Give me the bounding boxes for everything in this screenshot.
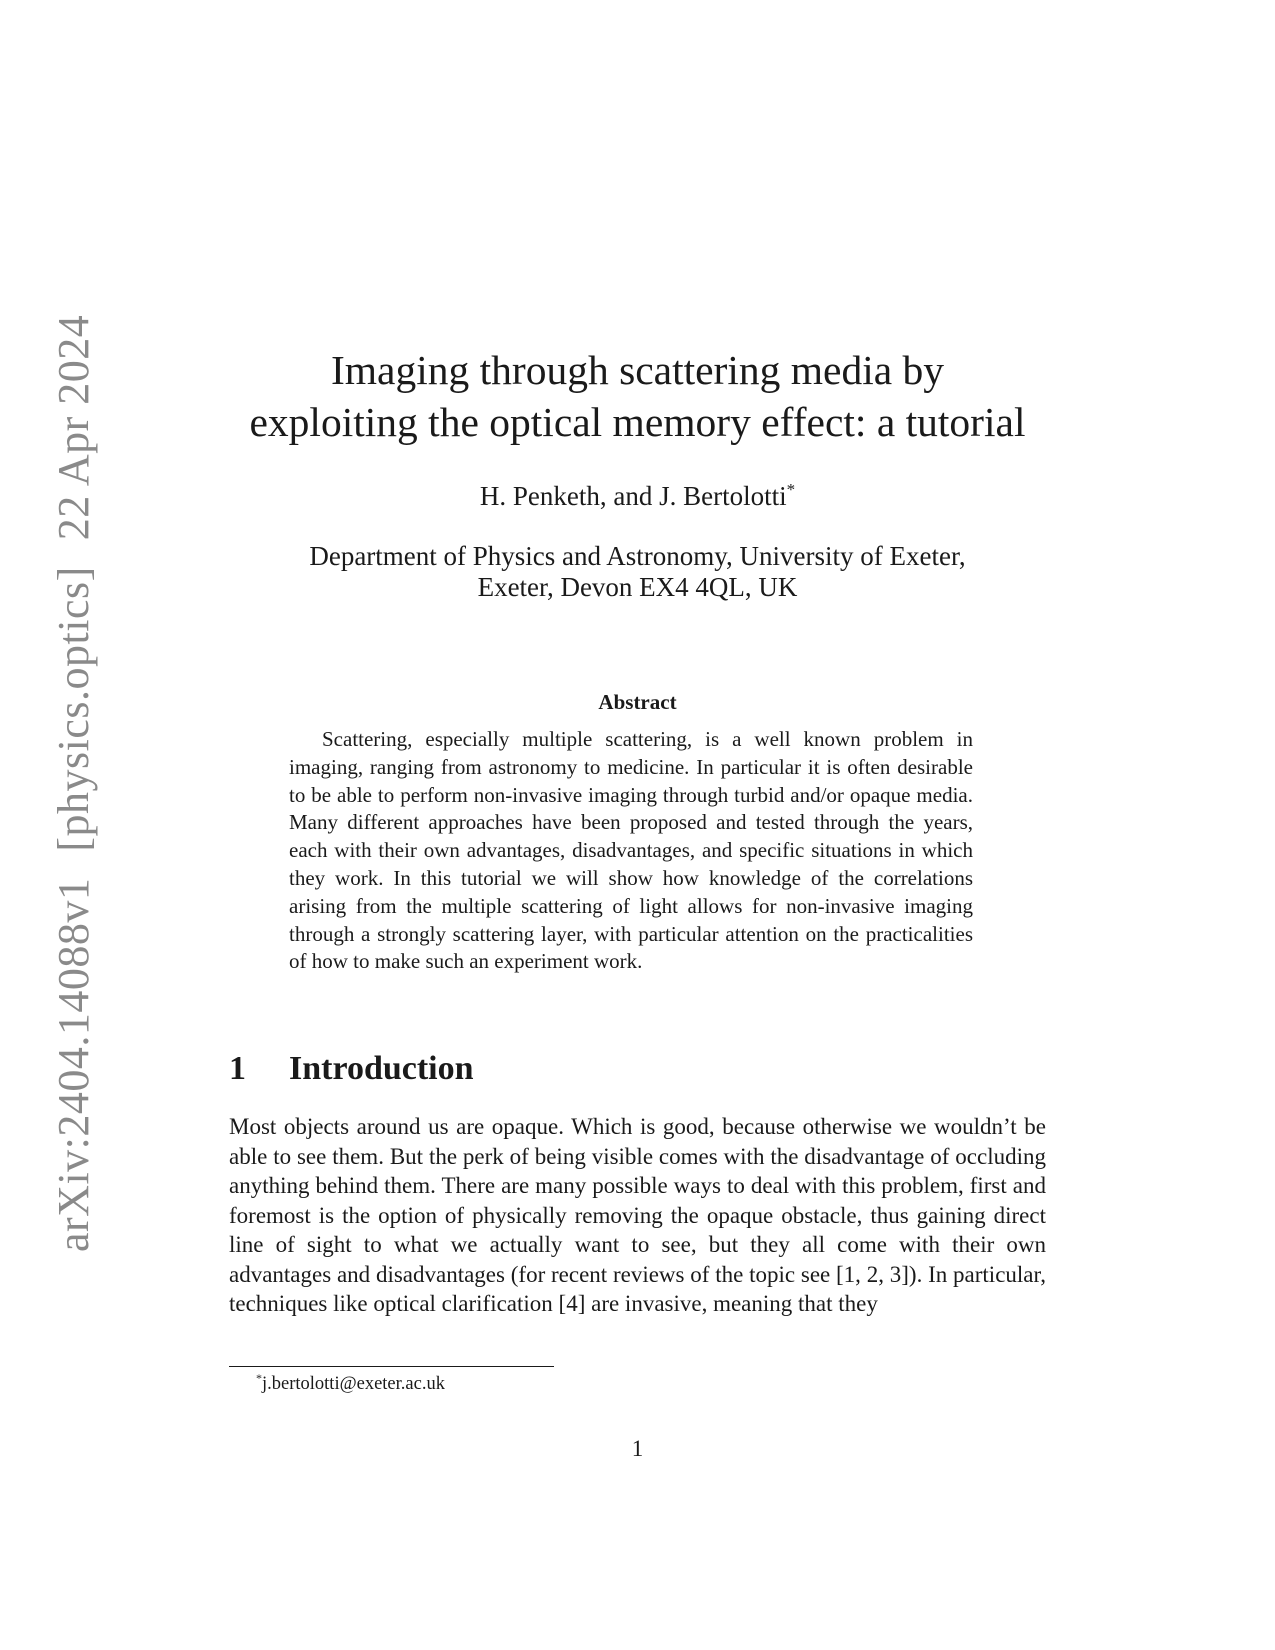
title-line-1: Imaging through scattering media by <box>330 347 945 393</box>
footnote-email: j.bertolotti@exeter.ac.uk <box>262 1374 445 1394</box>
paper-title <box>160 344 1115 448</box>
arxiv-side-stamp <box>48 289 99 1252</box>
footnote-divider <box>229 1366 554 1367</box>
section-title: Introduction <box>289 1050 474 1087</box>
author-names: H. Penketh, and J. Bertolotti <box>479 481 787 511</box>
arxiv-date: 22 Apr 2024 <box>49 314 98 541</box>
section-heading <box>229 1050 474 1088</box>
arxiv-category: [physics.optics] <box>49 566 98 852</box>
author-list <box>160 480 1115 512</box>
corresponding-author-mark: * <box>786 480 796 499</box>
title-line-2: exploiting the optical memory effect: a tutorial <box>249 399 1026 445</box>
footnote-mark: * <box>256 1371 262 1385</box>
footnote <box>256 1371 445 1395</box>
page-number: 1 <box>631 1436 644 1461</box>
introduction-text: Most objects around us are opaque. Which is good, because otherwise we wouldn’t be able to see them. But the perk of being visible comes with the disadvantage of occluding anything behind them. There are many possible ways to deal with this problem, first and foremost is the option of physically removing the opaque obstacle, thus gaining direct line of sight to what we actually want to see, but they all come with their own advantages and disadvantages (for recent reviews of the topic see [1, 2, 3]). In particular, techniques like optical clarification [4] are invasive, meaning that they <box>229 1114 1046 1316</box>
affiliation <box>160 541 1115 603</box>
affiliation-line-1: Department of Physics and Astronomy, University of Exeter, <box>309 541 966 571</box>
affiliation-line-2: Exeter, Devon EX4 4QL, UK <box>477 572 798 602</box>
abstract-heading: Abstract <box>598 690 677 714</box>
abstract-text: Scattering, especially multiple scattering, is a well known problem in imaging, ranging from astronomy to medicine. In particular it is often desirable to be able to perform non-invasive imaging through turbid and/or opaque media. Many different approaches have been proposed and tested through the years, each with their own advantages, disadvantages, and specific situations in which they work. In this tutorial we will show how knowledge of the correlations arising from the multiple scattering of light allows for non-invasive imaging through a strongly scattering layer, with particular attention on the practicalities of how to make such an experiment work. <box>289 727 973 974</box>
section-number: 1 <box>229 1050 246 1087</box>
arxiv-id: arXiv:2404.14088v1 <box>49 877 98 1252</box>
